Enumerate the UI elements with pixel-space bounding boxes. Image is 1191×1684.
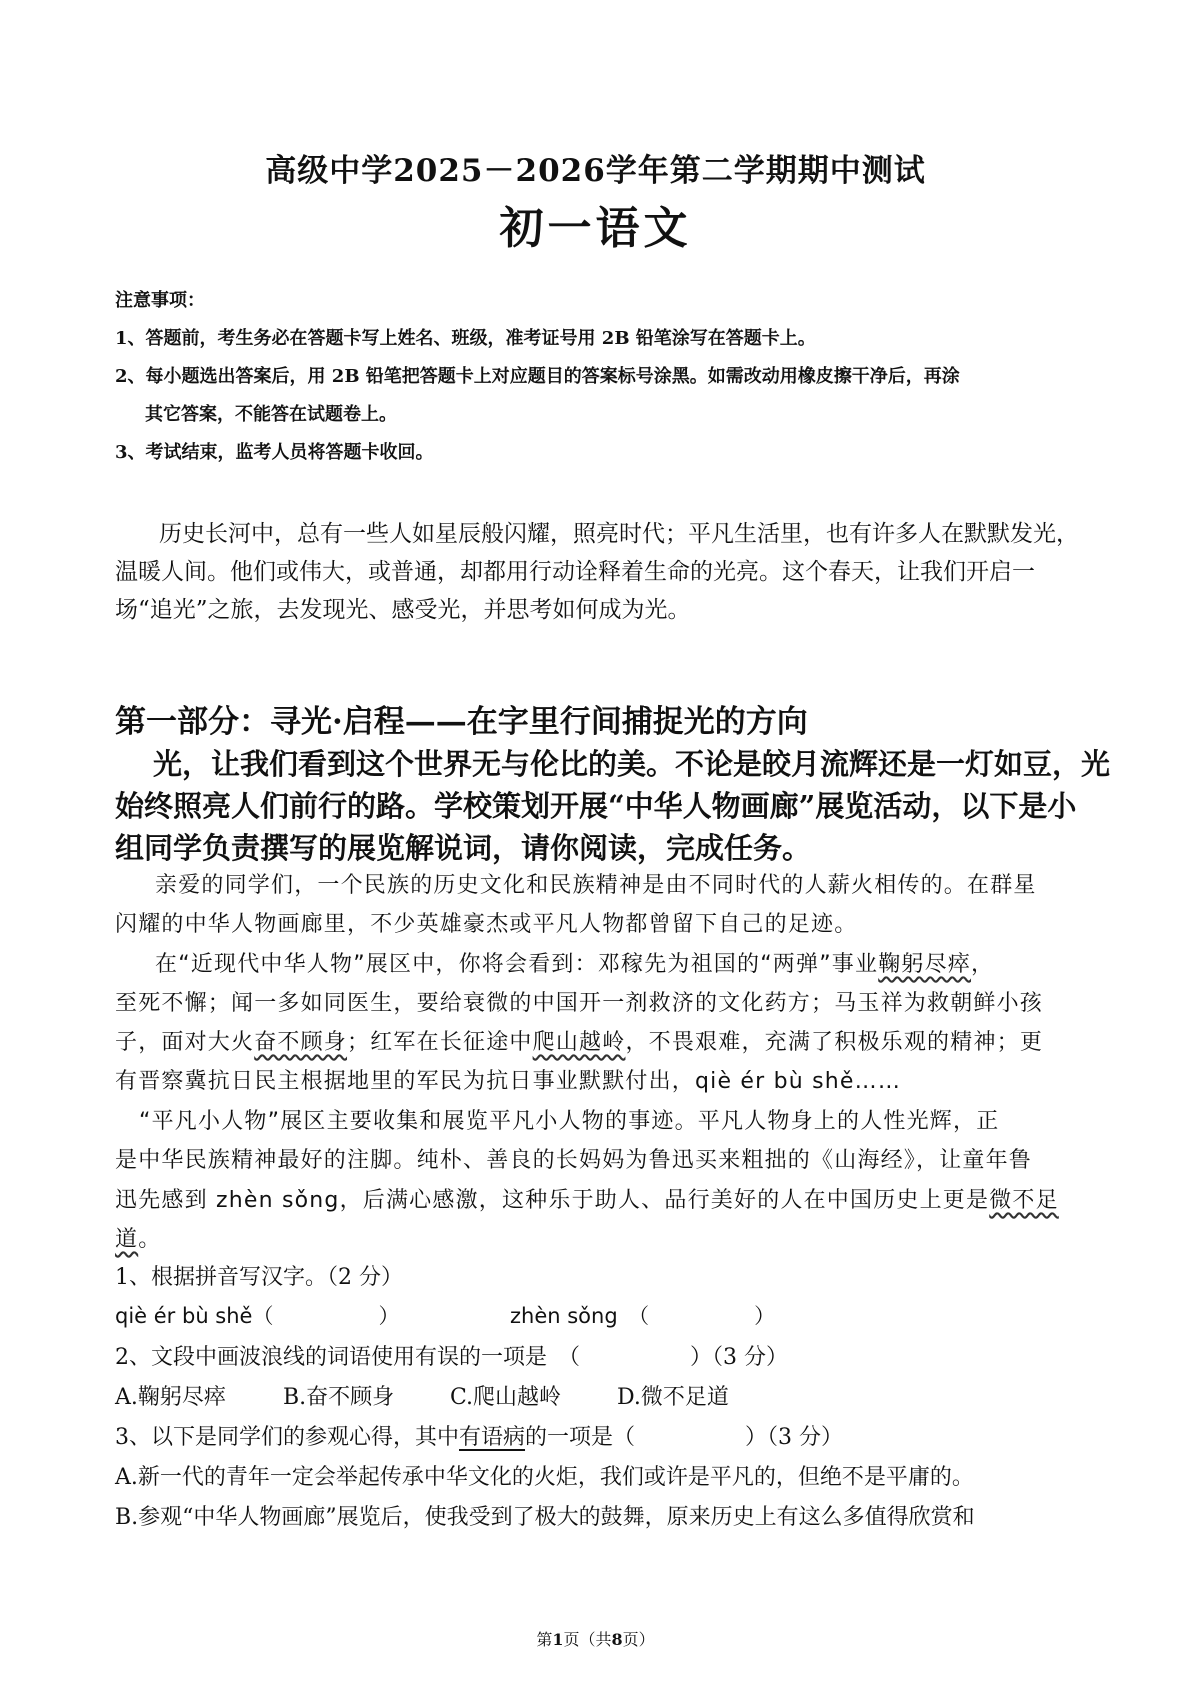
notice-heading: 注意事项： <box>115 290 205 311</box>
text-span: ， <box>971 952 995 977</box>
text-span: 页） <box>622 1630 655 1649</box>
text-span: 页（共 <box>563 1630 612 1649</box>
underlined-term: 有语病 <box>459 1425 526 1450</box>
passage-line <box>115 1183 1059 1214</box>
notice-item-3: 3、考试结束，监考人员将答题卡收回。 <box>115 442 434 463</box>
text-span: 子，面对大火 <box>115 1030 255 1055</box>
wavy-term: 爬山越岭 <box>532 1030 626 1055</box>
question-2: 2、文段中画波浪线的词语使用有误的一项是 （ ）（3 分） <box>115 1345 788 1370</box>
text-span: ，不畏艰难，充满了积极乐观的精神；更 <box>625 1030 1044 1055</box>
question-3 <box>115 1420 843 1451</box>
text-span: ；红军在长征途中 <box>347 1030 533 1055</box>
intro-line: 场“追光”之旅，去发现光、感受光，并思考如何成为光。 <box>115 597 691 623</box>
question-3-option-a[interactable]: A.新一代的青年一定会举起传承中华文化的火炬，我们或许是平凡的，但绝不是平庸的。 <box>115 1465 974 1490</box>
question-2-option-c[interactable]: C.爬山越岭 <box>450 1385 562 1410</box>
subject-title: 初一语文 <box>499 203 692 254</box>
passage-line: 至死不懈；闻一多如同医生，要给衰微的中国开一剂救济的文化药方；马玉祥为救朝鲜小孩 <box>115 991 1044 1016</box>
question-1: 1、根据拼音写汉字。（2 分） <box>115 1265 403 1290</box>
passage-line <box>115 1025 1043 1056</box>
lead-line: 始终照亮人们前行的路。学校策划开展“中华人物画廊”展览活动，以下是小 <box>115 789 1077 823</box>
question-2-option-b[interactable]: B.奋不顾身 <box>283 1385 395 1410</box>
exam-title: 高级中学2025－2026学年第二学期期中测试 <box>265 153 926 189</box>
section-heading: 第一部分：寻光·启程——在字里行间捕捉光的方向 <box>115 704 808 740</box>
passage-line: 是中华民族精神最好的注脚。纯朴、善良的长妈妈为鲁迅买来粗拙的《山海经》，让童年鲁 <box>115 1148 1033 1173</box>
text-span: 的一项是（ ）（3 分） <box>525 1425 844 1450</box>
text-span: 迅先感到 zhèn sǒng，后满心感激，这种乐于助人、品行美好的人在中国历史上更是 <box>115 1188 990 1213</box>
wavy-term: 奋不顾身 <box>254 1030 348 1055</box>
question-3-option-b[interactable]: B.参观“中华人物画廊”展览后，使我受到了极大的鼓舞，原来历史上有这么多值得欣赏和 <box>115 1505 975 1530</box>
text-span: 第 <box>536 1630 553 1649</box>
lead-line: 光，让我们看到这个世界无与伦比的美。不论是皎月流辉还是一灯如豆，光 <box>153 747 1111 781</box>
passage-line <box>115 1222 161 1253</box>
passage-line: “平凡小人物”展区主要收集和展览平凡小人物的事迹。平凡人物身上的人性光辉，正 <box>139 1109 1000 1134</box>
wavy-term: 微不足 <box>989 1188 1059 1213</box>
question-2-option-a[interactable]: A.鞠躬尽瘁 <box>115 1385 226 1410</box>
wavy-term: 道 <box>115 1227 139 1252</box>
question-2-option-d[interactable]: D.微不足道 <box>617 1385 729 1410</box>
page-footer <box>0 1627 1191 1650</box>
intro-line: 温暖人间。他们或伟大，或普通，却都用行动诠释着生命的光亮。这个春天，让我们开启一 <box>115 559 1035 585</box>
text-span: 3、以下是同学们的参观心得，其中 <box>115 1425 459 1450</box>
text-span: 。 <box>138 1227 162 1252</box>
page-number: 1 <box>552 1630 564 1649</box>
passage-line <box>155 947 994 978</box>
notice-item-2-cont: 其它答案，不能答在试题卷上。 <box>145 404 397 425</box>
wavy-term: 鞠躬尽瘁 <box>878 952 972 977</box>
notice-item-2: 2、每小题选出答案后，用 2B 铅笔把答题卡上对应题目的答案标号涂黑。如需改动用橡皮擦干净后，再涂 <box>115 366 960 387</box>
question-1-blank-a[interactable]: qiè ér bù shě（ ） <box>115 1304 400 1328</box>
notice-item-1: 1、答题前，考生务必在答题卡写上姓名、班级，准考证号用 2B 铅笔涂写在答题卡上。 <box>115 328 816 349</box>
text-span: 在“近现代中华人物”展区中，你将会看到：邓稼先为祖国的“两弹”事业 <box>155 952 879 977</box>
lead-line: 组同学负责撰写的展览解说词，请你阅读，完成任务。 <box>115 831 812 865</box>
question-1-blank-b[interactable]: zhèn sǒng （ ） <box>510 1304 776 1328</box>
passage-line: 闪耀的中华人物画廊里，不少英雄豪杰或平凡人物都曾留下自己的足迹。 <box>115 912 858 937</box>
page-total: 8 <box>611 1630 623 1649</box>
intro-line: 历史长河中，总有一些人如星辰般闪耀，照亮时代；平凡生活里，也有许多人在默默发光， <box>159 521 1079 547</box>
passage-line: 亲爱的同学们，一个民族的历史文化和民族精神是由不同时代的人薪火相传的。在群星 <box>155 873 1037 898</box>
passage-line: 有晋察冀抗日民主根据地里的军民为抗日事业默默付出，qiè ér bù shě…… <box>115 1069 902 1094</box>
